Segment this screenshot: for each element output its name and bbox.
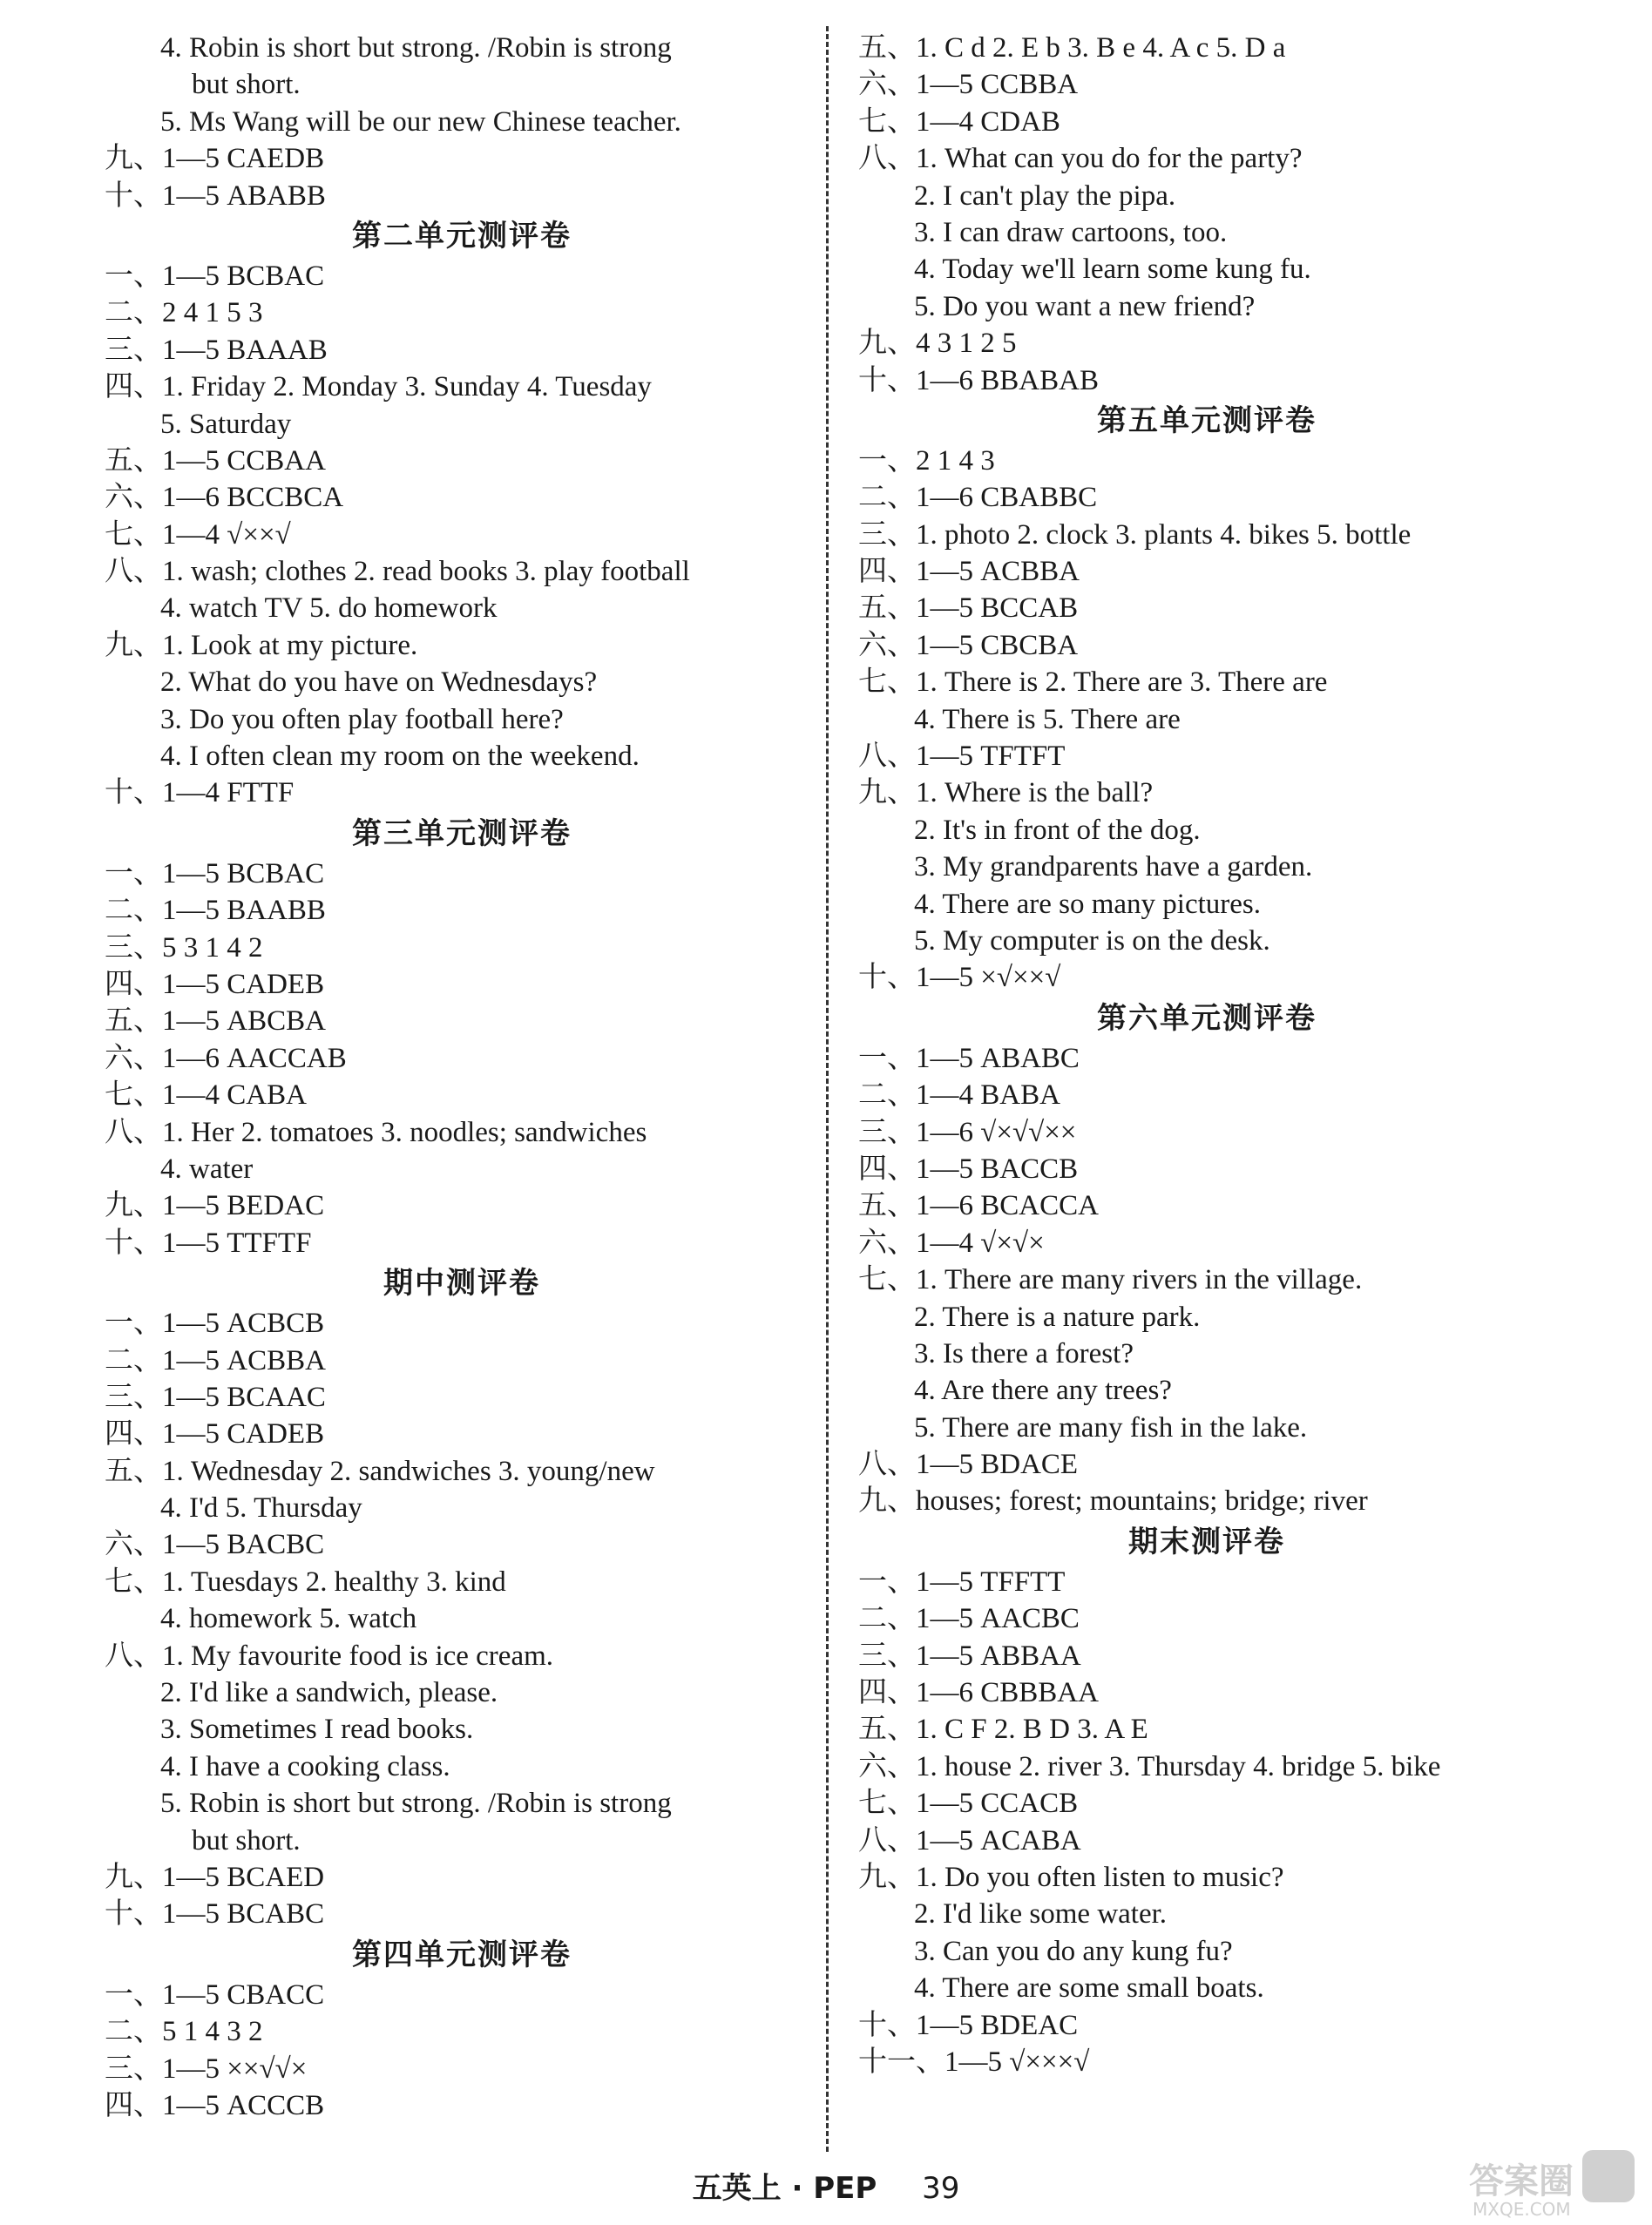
answer-line: 一、1—5 ABABC — [858, 1042, 1080, 1074]
answer-line: 2. What do you have on Wednesdays? — [160, 666, 598, 699]
answer-line: 六、1—6 AACCAB — [105, 1042, 347, 1074]
answer-line: 八、1. wash; clothes 2. read books 3. play football — [105, 556, 690, 588]
answer-line: 八、1—5 ACABA — [858, 1824, 1081, 1856]
answer-line: 八、1. What can you do for the party? — [858, 143, 1303, 175]
section-heading: 第五单元测评卷 — [1097, 402, 1317, 438]
answer-line: 二、1—5 AACBC — [858, 1603, 1080, 1635]
answer-line: 十、1—6 BBABAB — [858, 364, 1099, 396]
answer-line: 十、1—5 TTFTF — [105, 1227, 312, 1259]
answer-line: 4. homework 5. watch — [160, 1603, 417, 1635]
answer-line: 七、1—5 CCACB — [858, 1788, 1079, 1820]
answer-line: 四、1. Friday 2. Monday 3. Sunday 4. Tuesday — [105, 371, 652, 403]
answer-line: 四、1—5 ACBBA — [858, 556, 1080, 588]
answer-line: 十、1—5 ABABB — [105, 179, 326, 212]
section-heading: 期末测评卷 — [1128, 1524, 1285, 1559]
answer-line: 五、1. Wednesday 2. sandwiches 3. young/new — [105, 1455, 655, 1487]
answer-line: 五、1. C F 2. B D 3. A E — [858, 1714, 1148, 1746]
watermark-badge-icon — [1582, 2150, 1635, 2202]
answer-line: 5. Saturday — [160, 408, 292, 440]
answer-line: 二、1—6 CBABBC — [858, 482, 1098, 514]
answer-line: 4. Today we'll learn some kung fu. — [914, 254, 1311, 286]
answer-line: 四、1—5 CADEB — [105, 1418, 325, 1451]
answer-line: 六、1—5 CBCBA — [858, 629, 1079, 661]
answer-line: 八、1—5 BDACE — [858, 1449, 1079, 1481]
answer-line: 4. Are there any trees? — [914, 1375, 1172, 1407]
answer-line: 九、1—5 BEDAC — [105, 1190, 325, 1222]
answer-line: 一、1—5 ACBCB — [105, 1308, 325, 1340]
answer-line: 八、1. My favourite food is ice cream. — [105, 1640, 554, 1672]
answer-line: 3. Can you do any kung fu? — [914, 1935, 1233, 1967]
page-number: 39 — [922, 2171, 960, 2206]
answer-line: 九、1. Look at my picture. — [105, 629, 418, 661]
answer-line: 4. There is 5. There are — [914, 703, 1181, 735]
answer-line: 六、1—4 √×√× — [858, 1227, 1045, 1259]
answer-line: 二、5 1 4 3 2 — [105, 2016, 263, 2048]
answer-line: 2. It's in front of the dog. — [914, 814, 1201, 846]
answer-line: 三、1—5 ××√√× — [105, 2053, 308, 2085]
answer-line: 一、1—5 BCBAC — [105, 857, 325, 889]
answer-line: 七、1—4 √××√ — [105, 518, 291, 551]
column-divider — [826, 26, 829, 2152]
answer-line: 2. There is a nature park. — [914, 1301, 1201, 1333]
answer-line: 十、1—4 FTTF — [105, 777, 295, 809]
answer-line: 九、1. Do you often listen to music? — [858, 1861, 1284, 1893]
answer-line: 九、1—5 CAEDB — [105, 143, 325, 175]
section-heading: 第三单元测评卷 — [352, 815, 572, 851]
answer-line: 2. I'd like a sandwich, please. — [160, 1677, 498, 1709]
answer-line: 3. My grandparents have a garden. — [914, 851, 1313, 883]
section-heading: 第六单元测评卷 — [1097, 1000, 1317, 1036]
answer-line: 八、1. Her 2. tomatoes 3. noodles; sandwiches — [105, 1116, 647, 1148]
answer-line: 一、2 1 4 3 — [858, 444, 995, 477]
answer-line: 4. I'd 5. Thursday — [160, 1492, 362, 1525]
answer-line: 5. There are many fish in the lake. — [914, 1411, 1308, 1444]
answer-line: 4. I have a cooking class. — [160, 1750, 450, 1782]
footer-label: 五英上 · PEP — [692, 2171, 877, 2206]
answer-line: 九、houses; forest; mountains; bridge; river — [858, 1485, 1368, 1518]
answer-line: 2. I'd like some water. — [914, 1898, 1168, 1931]
answer-line: 九、4 3 1 2 5 — [858, 328, 1017, 360]
answer-line: 四、1—5 ACCCB — [105, 2089, 325, 2121]
answer-line: 5. Ms Wang will be our new Chinese teacher. — [160, 105, 681, 138]
answer-line: 三、1—5 BAAAB — [105, 334, 328, 366]
answer-line: 五、1. C d 2. E b 3. B e 4. A c 5. D a — [858, 32, 1286, 64]
answer-line: 十一、1—5 √×××√ — [858, 2046, 1090, 2078]
answer-line: 4. I often clean my room on the weekend. — [160, 741, 640, 773]
answer-line: 2. I can't play the pipa. — [914, 179, 1176, 212]
section-heading: 期中测评卷 — [383, 1266, 540, 1302]
answer-line: but short. — [192, 69, 301, 101]
answer-line: 三、1—6 √×√√×× — [858, 1116, 1077, 1148]
answer-line: 八、1—5 TFTFT — [858, 741, 1066, 773]
answer-line: 十、1—5 ×√××√ — [858, 962, 1061, 994]
left-column — [105, 30, 819, 2124]
answer-line: 一、1—5 BCBAC — [105, 260, 325, 292]
answer-line: 四、1—6 CBBBAA — [858, 1677, 1099, 1709]
answer-line: 三、1—5 ABBAA — [858, 1640, 1081, 1672]
answer-line: 十、1—5 BDEAC — [858, 2009, 1079, 2041]
answer-line: 五、1—5 ABCBA — [105, 1005, 326, 1038]
answer-line: 一、1—5 TFFTT — [858, 1566, 1066, 1598]
answer-line: 九、1. Where is the ball? — [858, 777, 1154, 809]
watermark-logo — [1469, 2150, 1635, 2220]
watermark-text: 答案圈 — [1469, 2161, 1574, 2201]
answer-line: 六、1—5 BACBC — [105, 1529, 325, 1561]
answer-line: 七、1—4 CABA — [105, 1079, 307, 1112]
answer-line: 五、1—5 CCBAA — [105, 444, 326, 477]
answer-line: 六、1. house 2. river 3. Thursday 4. bridge 5. bike — [858, 1750, 1441, 1782]
answer-line: 二、1—4 BABA — [858, 1079, 1060, 1112]
section-heading: 第二单元测评卷 — [352, 218, 572, 254]
page-footer — [0, 2164, 1652, 2207]
answer-line: 4. water — [160, 1153, 254, 1185]
answer-line: 九、1—5 BCAED — [105, 1861, 325, 1893]
answer-line: 3. Is there a forest? — [914, 1337, 1134, 1369]
answer-line: 六、1—5 CCBBA — [858, 69, 1079, 101]
answer-line: 3. Sometimes I read books. — [160, 1714, 474, 1746]
answer-line: 4. Robin is short but strong. /Robin is strong — [160, 32, 672, 64]
answer-line: 3. I can draw cartoons, too. — [914, 216, 1228, 248]
answer-line: 5. Robin is short but strong. /Robin is strong — [160, 1788, 672, 1820]
answer-line: 一、1—5 CBACC — [105, 1978, 325, 2011]
answer-line: but short. — [192, 1824, 301, 1856]
answer-line: 三、5 3 1 4 2 — [105, 931, 263, 964]
answer-line: 5. My computer is on the desk. — [914, 924, 1270, 957]
answer-line: 十、1—5 BCABC — [105, 1898, 325, 1931]
answer-line: 4. There are some small boats. — [914, 1972, 1264, 2005]
answer-line: 二、1—5 BAABB — [105, 895, 326, 927]
answer-line: 五、1—6 BCACCA — [858, 1190, 1099, 1222]
answer-line: 三、1. photo 2. clock 3. plants 4. bikes 5. bottle — [858, 518, 1412, 551]
section-heading: 第四单元测评卷 — [352, 1937, 572, 1972]
answer-line: 七、1. Tuesdays 2. healthy 3. kind — [105, 1566, 506, 1598]
answer-line: 二、2 4 1 5 3 — [105, 297, 263, 329]
answer-line: 四、1—5 BACCB — [858, 1153, 1079, 1185]
answer-line: 5. Do you want a new friend? — [914, 290, 1256, 322]
answer-line: 二、1—5 ACBBA — [105, 1344, 326, 1376]
answer-line: 七、1. There are many rivers in the village. — [858, 1264, 1363, 1296]
answer-line: 4. There are so many pictures. — [914, 888, 1261, 920]
answer-line: 三、1—5 BCAAC — [105, 1381, 326, 1413]
right-column — [858, 30, 1555, 2080]
answer-line: 七、1—4 CDAB — [858, 105, 1060, 138]
watermark-url: MXQE.COM — [1473, 2199, 1571, 2220]
answer-line: 五、1—5 BCCAB — [858, 592, 1079, 625]
answer-line: 七、1. There is 2. There are 3. There are — [858, 666, 1328, 699]
answer-line: 四、1—5 CADEB — [105, 968, 325, 1000]
answer-line: 3. Do you often play football here? — [160, 703, 564, 735]
answer-line: 六、1—6 BCCBCA — [105, 482, 344, 514]
answer-line: 4. watch TV 5. do homework — [160, 592, 498, 625]
